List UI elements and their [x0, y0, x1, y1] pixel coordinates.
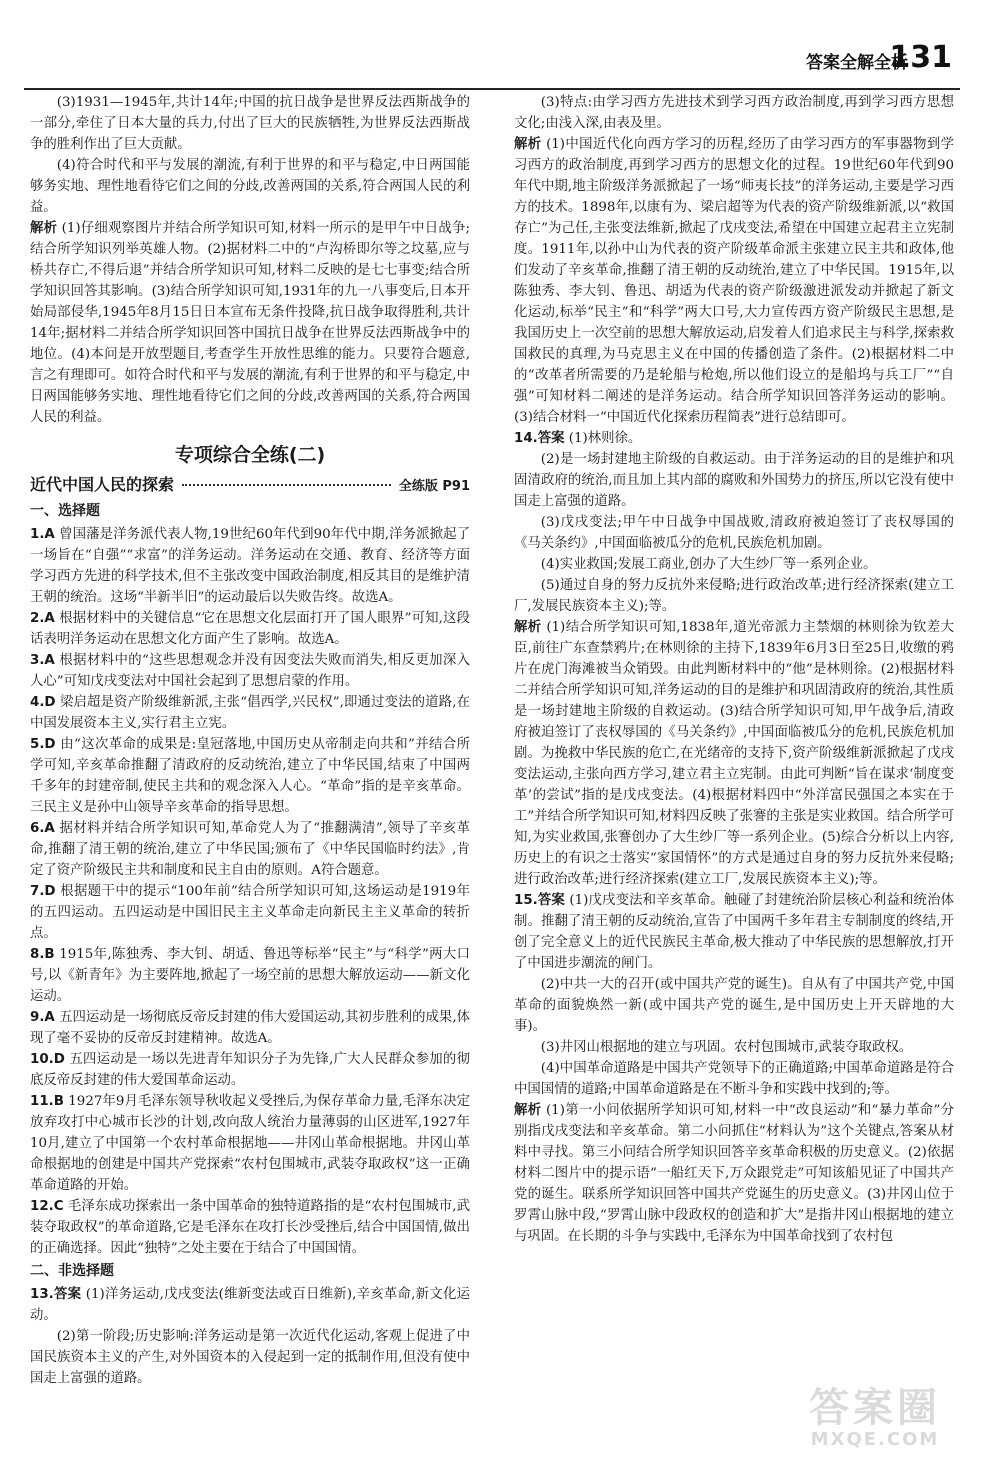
answer-text: (1)戊戌变法和辛亥革命。触碰了封建统治阶层核心利益和统治体制。推翻了清王朝的反动统治,宣告了中国两千多年君主专制制度的终结,开创了完全意义上的近代民族民主革命,极大推动了中华民族的思想解放,打开了中国进步潮流的闸门。 [514, 893, 954, 971]
analysis-text: (1)中国近代化向西方学习的历程,经历了由学习西方的军事器物到学习西方的政治制度,再到学习西方的思想文化的过程。19世纪60年代到90年代中期,地主阶级洋务派掀起了一场“师夷长技”的洋务运动,主要是学习西方的技术。1898年,以康有为、梁启超等为代表的资产阶级维新派,以“救国存亡”为己任,主张变法维新,掀起了戊戌变法,希望在中国建立起君主立宪制度。1911年,以孙中山为代表的资产阶级革命派主张建立民主共和政体,他们发动了辛亥革命,推翻了清王朝的反动统治,建立了中华民国。1915年,以陈独秀、李大钊、鲁迅、胡适为代表的资产阶级激进派发动并掀起了新文化运动,标举“民主”和“科学”两大口号,大力宣传西方资产阶级民主思想,是我国历史上一次空前的思想大解放运动,启发着人们追求民主与科学,探索救国救民的真理,为马克思主义在中国的传播创造了条件。(2)根据材料二中的“改革者所需要的乃是轮船与枪炮,所以他们设立的是船坞与兵工厂”“自强”可知材料二阐述的是洋务运动。结合所学知识回答洋务运动的影响。(3)结合材料一“中国近代化探索历程简表”进行总结即可。 [514, 137, 954, 425]
question-number: 10.D [30, 1052, 65, 1067]
choice-answer [30, 1091, 470, 1196]
question-number: 15.答案 [514, 893, 565, 908]
q14-analysis [514, 617, 954, 890]
answer-text: 毛泽东成功探索出一条中国革命的独特道路指的是“农村包围城市,武装夺取政权”的革命道路,它是毛泽东在攻打长沙受挫后,结合中国国情,做出的正确选择。因此“独特”之处主要在于结合了中国国情。 [30, 1199, 470, 1256]
choice-answer [30, 818, 470, 881]
q15-answer-item: (2)中共一大的召开(或中国共产党的诞生)。自从有了中国共产党,中国革命的面貌焕然一新(或中国共产党的诞生,是中国历史上开天辟地的大事)。 [514, 977, 954, 1034]
answer-text: 五四运动是一场彻底反帝反封建的伟大爱国运动,其初步胜利的成果,体现了毫不妥协的反帝反封建精神。故选A。 [30, 1010, 470, 1046]
answer-text: 根据材料中的关键信息“它在思想文化层面打开了国人眼界”可知,这段话表明洋务运动在思想文化方面产生了影响。故选A。 [30, 611, 470, 647]
answer-text: 1927年9月毛泽东领导秋收起义受挫后,为保存革命力量,毛泽东决定放弃攻打中心城市长沙的计划,改向敌人统治力量薄弱的山区进军,1927年10月,建立了中国第一个农村革命根据地——井冈山革命根据地。井冈山革命根据地的创建是中国共产党探索“农村包围城市,武装夺取政权”这一正确革命道路的开始。 [30, 1094, 470, 1193]
answer-text: 据材料并结合所学知识可知,革命党人为了“推翻满清”,领导了辛亥革命,推翻了清王朝的统治,建立了中华民国;颁布了《中华民国临时约法》,肯定了资产阶级民主共和制度和民主自由的原则。A符合题意。 [30, 821, 470, 878]
subheading-title: 近代中国人民的探索 [30, 475, 175, 494]
section-subheading [30, 474, 470, 497]
q14-answer-item: (2)是一场封建地主阶级的自救运动。由于洋务运动的目的是维护和巩固清政府的统治,而且加上其内部的腐败和外国势力的挤压,所以它没有使中国走上富强的道路。 [514, 452, 954, 509]
question-number: 6.A [30, 821, 55, 836]
answer-text: 梁启超是资产阶级维新派,主张“倡西学,兴民权”,即通过变法的道路,在中国发展资本主义,实行君主立宪。 [30, 695, 470, 731]
choice-answer [30, 1196, 470, 1259]
q15-answer-item: (4)中国革命道路是中国共产党领导下的正确道路;中国革命道路是符合中国国情的道路;中国革命道路是在不断斗争和实践中找到的;等。 [514, 1061, 954, 1097]
answer-text: (1)洋务运动,戊戌变法(维新变法或百日维新),辛亥革命,新文化运动。 [30, 1287, 470, 1323]
header-title: 答案全解全析 [806, 53, 908, 73]
q13-answer [30, 1284, 470, 1326]
q15-answer-item: (3)井冈山根据地的建立与巩固。农村包围城市,武装夺取政权。 [540, 1040, 913, 1055]
page-reference: 全练版 P91 [398, 479, 470, 494]
answer-text: (1)林则徐。 [568, 431, 642, 446]
answer-text: 根据材料中的“这些思想观念并没有因变法失败而消失,相反更加深入人心”可知戊戌变法对中国社会起到了思想启蒙的作用。 [30, 653, 470, 689]
question-number: 4.D [30, 695, 56, 710]
answer-paragraph: (4)符合时代和平与发展的潮流,有利于世界的和平与稳定,中日两国能够务实地、理性地看待它们之间的分歧,改善两国的关系,符合两国人民的利益。 [30, 158, 470, 215]
question-number: 9.A [30, 1010, 55, 1025]
watermark-url: MXQE.COM [810, 1429, 940, 1450]
left-column [30, 92, 470, 1389]
q13-analysis [514, 134, 954, 428]
choice-answer [30, 692, 470, 734]
q15-answer [514, 890, 954, 974]
question-number: 13.答案 [30, 1287, 82, 1302]
answer-text: 1915年,陈独秀、李大钊、胡适、鲁迅等标举“民主”与“科学”两大口号,以《新青年》为主要阵地,掀起了一场空前的思想大解放运动——新文化运动。 [30, 947, 470, 1004]
right-column [514, 92, 954, 1247]
question-number: 3.A [30, 653, 55, 668]
analysis-label: 解析 [514, 137, 542, 152]
analysis-label: 解析 [514, 620, 542, 635]
leader-dots [182, 484, 391, 486]
question-number: 1.A [30, 527, 55, 542]
analysis-text: (1)仔细观察图片并结合所学知识可知,材料一所示的是甲午中日战争;结合所学知识列举英雄人物。(2)据材料二中的“卢沟桥即尔等之坟墓,应与桥共存亡,不得后退”并结合所学知识可知,材料二反映的是七七事变;结合所学知识回答其影响。(3)结合所学知识可知,1931年的九一八事变后,日本开始局部侵华,1945年8月15日日本宣布无条件投降,抗日战争取得胜利,共计14年;据材料二并结合所学知识回答中国抗日战争在世界反法西斯战争中的地位。(4)本问是开放型题目,考查学生开放性思维的能力。只要符合题意,言之有理即可。如符合时代和平与发展的潮流,有利于世界的和平与稳定,中日两国能够务实地、理性地看待它们之间的分歧,改善两国的关系,符合两国人民的利益。 [30, 221, 471, 425]
watermark-logo [780, 1386, 970, 1456]
answer-text: 五四运动是一场以先进青年知识分子为先锋,广大人民群众参加的彻底反帝反封建的伟大爱国革命运动。 [30, 1052, 470, 1088]
choice-answer [30, 650, 470, 692]
choice-answer [30, 608, 470, 650]
q14-answer-item: (4)实业救国;发展工商业,创办了大生纱厂等一系列企业。 [540, 557, 877, 572]
answer-text: 由“这次革命的成果是:皇冠落地,中国历史从帝制走向共和”并结合所学可知,辛亥革命推翻了清政府的反动统治,建立了中华民国,结束了中国两千多年的封建帝制,使民主共和的观念深入人心。“革命”指的是辛亥革命。三民主义是孙中山领导辛亥革命的指导思想。 [30, 737, 470, 815]
q14-answer [514, 428, 954, 449]
answer-text: 根据题干中的提示“100年前”结合所学知识可知,这场运动是1919年的五四运动。五四运动是中国旧民主主义革命走向新民主主义革命的转折点。 [30, 884, 470, 941]
question-number: 12.C [30, 1199, 64, 1214]
question-number: 8.B [30, 947, 55, 962]
choice-answer [30, 1007, 470, 1049]
question-number: 5.D [30, 737, 56, 752]
q13-answer-2: (2)第一阶段;历史影响:洋务运动是第一次近代化运动,客观上促进了中国民族资本主义的产生,对外国资本的入侵起到一定的抵制作用,但没有使中国走上富强的道路。 [30, 1329, 470, 1386]
choice-answer [30, 734, 470, 818]
q13-answer-3: (3)特点:由学习西方先进技术到学习西方政治制度,再到学习西方思想文化;由浅入深,由表及里。 [514, 95, 954, 131]
question-number: 2.A [30, 611, 55, 626]
question-number: 14.答案 [514, 431, 565, 446]
part-heading-nonchoice: 二、非选择题 [30, 1263, 114, 1279]
analysis-label: 解析 [514, 1103, 542, 1118]
choice-answer [30, 524, 470, 608]
analysis-label: 解析 [30, 221, 58, 236]
page-number: 131 [889, 40, 952, 75]
answer-text: 曾国藩是洋务派代表人物,19世纪60年代到90年代中期,洋务派掀起了一场旨在“自强”“求富”的洋务运动。洋务运动在交通、教育、经济等方面学习西方先进的科学技术,但不主张改变中国政治制度,相反其目的是维护清王朝的统治。这场“半新半旧”的运动最后以失败告终。故选A。 [30, 527, 470, 605]
analysis-text: (1)第一小问依据所学知识可知,材料一中“改良运动”和“暴力革命”分别指戊戌变法和辛亥革命。第二小问抓住“材料认为”这个关键点,答案从材料中寻找。第三小问结合所学知识回答辛亥革命积极的历史意义。(2)依据材料二图片中的提示语“一船红天下,万众跟党走”可知该船见证了中国共产党的诞生。联系所学知识回答中国共产党诞生的历史意义。(3)井冈山位于罗霄山脉中段,“罗霄山脉中段政权的创造和扩大”是指井冈山根据地的建立与巩固。在长期的斗争与实践中,毛泽东为中国革命找到了农村包 [514, 1103, 955, 1244]
q14-answer-item: (5)通过自身的努力反抗外来侵略;进行政治改革;进行经济探索(建立工厂,发展民族资本主义);等。 [514, 578, 954, 614]
section-title: 专项综合全练(二) [174, 444, 326, 466]
answer-paragraph: (3)1931—1945年,共计14年;中国的抗日战争是世界反法西斯战争的一部分,牵住了日本大量的兵力,付出了巨大的民族牺牲,为世界反法西斯战争的胜利作出了巨大贡献。 [30, 95, 470, 152]
analysis-paragraph [30, 218, 470, 428]
page-header [0, 40, 1000, 80]
choice-answer [30, 944, 470, 1007]
part-heading-choice: 一、选择题 [30, 503, 100, 519]
choice-answer [30, 881, 470, 944]
question-number: 11.B [30, 1094, 64, 1109]
watermark-text: 答案圈 [809, 1385, 941, 1431]
q14-answer-item: (3)戊戌变法;甲午中日战争中国战败,清政府被迫签订了丧权辱国的《马关条约》,中国面临被瓜分的危机,民族危机加剧。 [514, 515, 954, 551]
choice-answer [30, 1049, 470, 1091]
analysis-text: (1)结合所学知识可知,1838年,道光帝派力主禁烟的林则徐为钦差大臣,前往广东查禁鸦片;在林则徐的主持下,1839年6月3日至25日,收缴的鸦片在虎门海滩被当众销毁。由此判断材料中的“他”是林则徐。(2)根据材料二并结合所学知识可知,洋务运动的目的是维护和巩固清政府的统治,其性质是一场封建地主阶级的自救运动。(3)结合所学知识可知,甲午战争后,清政府被迫签订了丧权辱国的《马关条约》,中国面临被瓜分的危机,民族危机加剧。为挽救中华民族的危亡,在光绪帝的支持下,资产阶级维新派掀起了戊戌变法运动,主张向西方学习,建立君主立宪制。由此可判断“旨在谋求‘制度变革’的尝试”指的是戊戌变法。(4)根据材料四中“外洋富民强国之本实在于工”并结合所学知识可知,材料四反映了张謇的主张是实业救国。结合所学可知,为实业救国,张謇创办了大生纱厂等一系列企业。(5)综合分析以上内容,历史上的有识之士落实“家国情怀”的方式是通过自身的努力反抗外来侵略;进行政治改革;进行经济探索(建立工厂,发展民族资本主义);等。 [514, 620, 954, 887]
q15-analysis [514, 1100, 954, 1247]
header-rule [24, 88, 960, 90]
question-number: 7.D [30, 884, 56, 899]
